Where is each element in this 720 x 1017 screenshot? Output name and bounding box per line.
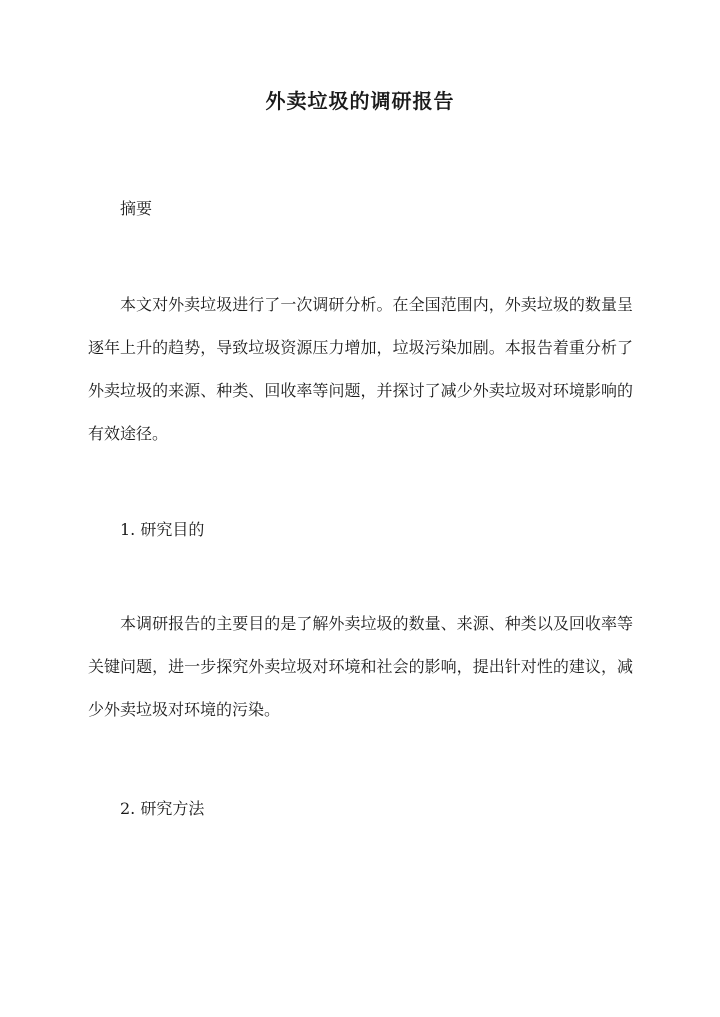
section-1-heading: 1. 研究目的 (120, 520, 205, 539)
section-1-paragraph: 本调研报告的主要目的是了解外卖垃圾的数量、来源、种类以及回收率等关键问题，进一步探究外卖垃圾对环境和社会的影响，提出针对性的建议，减少外卖垃圾对环境的污染。 (88, 614, 633, 719)
section-2-heading: 2. 研究方法 (120, 799, 205, 818)
abstract-paragraph: 本文对外卖垃圾进行了一次调研分析。在全国范围内，外卖垃圾的数量呈逐年上升的趋势，导致垃圾资源压力增加，垃圾污染加剧。本报告着重分析了外卖垃圾的来源、种类、回收率等问题，并探讨了减少外卖垃圾对环境影响的有效途径。 (88, 295, 633, 443)
abstract-heading: 摘要 (120, 199, 153, 218)
document-title: 外卖垃圾的调研报告 (265, 89, 455, 113)
